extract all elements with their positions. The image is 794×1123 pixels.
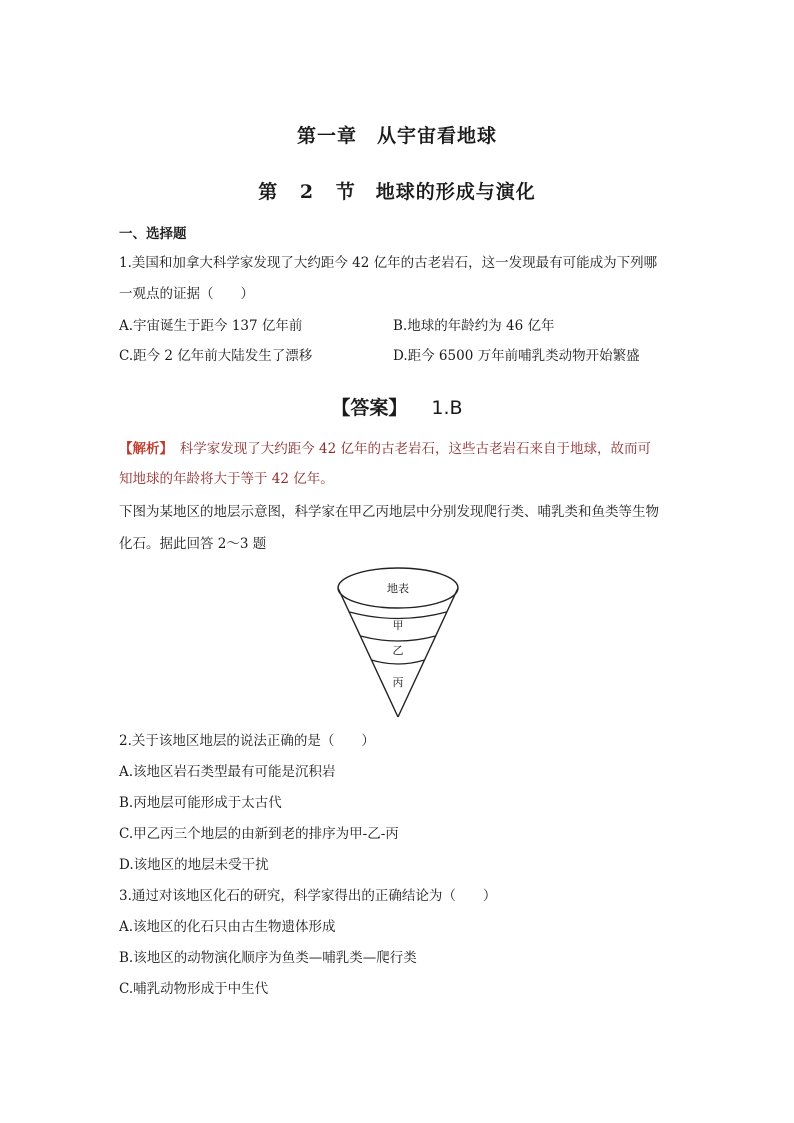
q2-option-b: B.丙地层可能形成于太古代 bbox=[119, 795, 282, 811]
surface-label: 地表 bbox=[387, 582, 409, 595]
q1-option-a: A.宇宙诞生于距今 137 亿年前 bbox=[119, 318, 303, 334]
q3-option-b: B.该地区的动物演化顺序为鱼类—哺乳类—爬行类 bbox=[119, 950, 417, 966]
q2-option-d: D.该地区的地层未受干扰 bbox=[119, 857, 269, 873]
boundary-jia-yi bbox=[361, 636, 436, 641]
strata-cone-diagram bbox=[330, 563, 466, 721]
q1-stem-line2: 一观点的证据（ ） bbox=[119, 286, 254, 302]
layer-yi-label: 乙 bbox=[392, 644, 404, 657]
boundary-surface-jia bbox=[350, 612, 447, 619]
layer-jia-label: 甲 bbox=[392, 619, 404, 632]
q1-option-d: D.距今 6500 万年前哺乳类动物开始繁盛 bbox=[393, 348, 640, 364]
q3-stem: 3.通过对该地区化石的研究，科学家得出的正确结论为（ ） bbox=[119, 888, 497, 904]
section-title: 第 2 节 地球的形成与演化 bbox=[258, 181, 536, 203]
q1-option-c: C.距今 2 亿年前大陆发生了漂移 bbox=[119, 348, 313, 364]
boundary-yi-bing bbox=[372, 660, 425, 664]
answer-heading bbox=[0, 396, 794, 420]
intro-line1: 下图为某地区的地层示意图，科学家在甲乙丙地层中分别发现爬行类、哺乳类和鱼类等生物 bbox=[119, 504, 659, 520]
q1-stem-line1: 1.美国和加拿大科学家发现了大约距今 42 亿年的古老岩石，这一发现最有可能成为下列哪 bbox=[119, 255, 658, 271]
chapter-title: 第一章 从宇宙看地球 bbox=[296, 125, 497, 147]
q2-stem: 2.关于该地区地层的说法正确的是（ ） bbox=[119, 733, 375, 749]
analysis-text-1: 科学家发现了大约距今 42 亿年的古老岩石，这些古老岩石来自于地球，故而可 bbox=[166, 441, 652, 457]
part-label: 一、选择题 bbox=[119, 226, 187, 242]
answer-value: 1.B bbox=[431, 397, 463, 419]
q1-option-b: B.地球的年龄约为 46 亿年 bbox=[393, 318, 555, 334]
intro-line2: 化石。据此回答 2～3 题 bbox=[119, 536, 267, 552]
answer-label: 【答案】 bbox=[331, 397, 408, 419]
layer-bing-label: 丙 bbox=[392, 676, 404, 689]
q3-option-a: A.该地区的化石只由古生物遗体形成 bbox=[119, 919, 336, 935]
analysis-line1 bbox=[119, 439, 651, 459]
q2-option-c: C.甲乙丙三个地层的由新到老的排序为甲-乙-丙 bbox=[119, 826, 399, 842]
analysis-line2: 知地球的年龄将大于等于 42 亿年。 bbox=[119, 471, 334, 487]
analysis-tag: 【解析】 bbox=[119, 441, 167, 457]
q2-option-a: A.该地区岩石类型最有可能是沉积岩 bbox=[119, 764, 336, 780]
q3-option-c: C.哺乳动物形成于中生代 bbox=[119, 981, 269, 997]
